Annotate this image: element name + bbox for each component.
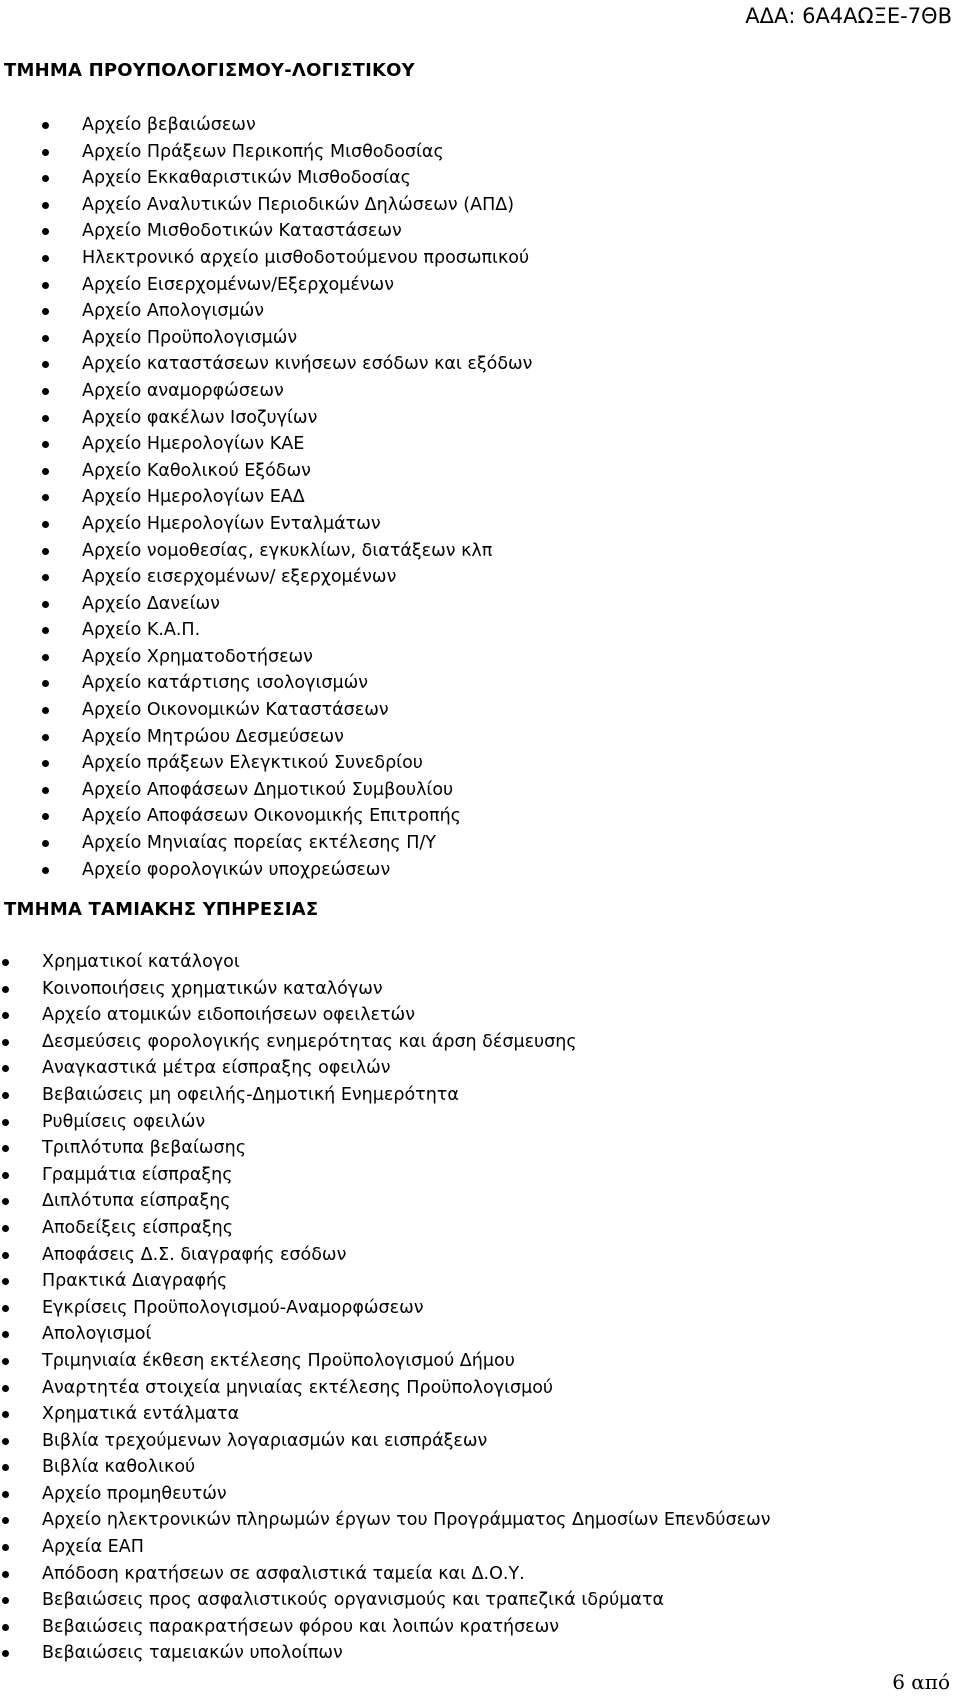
bullet-icon	[2, 1385, 9, 1392]
list-item-label: Αρχείο φορολογικών υποχρεώσεων	[82, 859, 391, 880]
list-item	[0, 1295, 771, 1322]
budget-accounting-list	[0, 112, 532, 883]
bullet-icon	[2, 1411, 9, 1418]
list-item	[0, 538, 532, 565]
bullet-icon	[2, 1225, 9, 1232]
bullet-icon	[42, 282, 49, 289]
list-item-label: Αρχείο Μητρώου Δεσμεύσεων	[82, 726, 344, 747]
list-item-label: Αναγκαστικά μέτρα είσπραξης οφειλών	[42, 1058, 391, 1079]
list-item	[0, 484, 532, 511]
list-item	[0, 1215, 771, 1242]
list-item	[0, 1055, 771, 1082]
bullet-icon	[42, 601, 49, 608]
list-item-label: Βεβαιώσεις προς ασφαλιστικούς οργανισμούς και τραπεζικά ιδρύματα	[42, 1590, 665, 1611]
list-item	[0, 1268, 771, 1295]
list-item-label: Αρχείο Οικονομικών Καταστάσεων	[82, 700, 389, 721]
list-item-label: Διπλότυπα είσπραξης	[42, 1191, 231, 1212]
list-item-label: Βεβαιώσεις ταμειακών υπολοίπων	[42, 1643, 343, 1664]
list-item	[0, 405, 532, 432]
list-item	[0, 724, 532, 751]
list-item	[0, 325, 532, 352]
list-item	[0, 245, 532, 272]
bullet-icon	[42, 149, 49, 156]
bullet-icon	[42, 707, 49, 714]
list-item-label: Αρχείο Μηνιαίας πορείας εκτέλεσης Π/Υ	[82, 833, 436, 854]
list-item-label: Αρχείο Κ.Α.Π.	[82, 620, 201, 641]
list-item	[0, 192, 532, 219]
bullet-icon	[42, 175, 49, 182]
list-item-label: Αρχείο Δανείων	[82, 593, 220, 614]
list-item	[0, 351, 532, 378]
bullet-icon	[2, 1624, 9, 1631]
list-item-label: Αρχείο Αποφάσεων Δημοτικού Συμβουλίου	[82, 779, 454, 800]
treasury-list	[0, 949, 771, 1667]
list-item	[0, 777, 532, 804]
ada-code: ΑΔΑ: 6Α4ΑΩΞΕ-7ΘΒ	[745, 4, 952, 28]
list-item	[0, 1348, 771, 1375]
bullet-icon	[2, 1278, 9, 1285]
list-item	[0, 1162, 771, 1189]
list-item	[0, 1082, 771, 1109]
list-item-label: Βεβαιώσεις μη οφειλής-Δημοτική Ενημερότητα	[42, 1084, 459, 1105]
list-item	[0, 1375, 771, 1402]
bullet-icon	[42, 521, 49, 528]
list-item-label: Ρυθμίσεις οφειλών	[42, 1111, 206, 1132]
list-item-label: Γραμμάτια είσπραξης	[42, 1164, 233, 1185]
list-item-label: Αρχείο Αναλυτικών Περιοδικών Δηλώσεων (ΑΠΔ)	[82, 194, 515, 215]
bullet-icon	[42, 574, 49, 581]
list-item	[0, 830, 532, 857]
list-item-label: Αρχείο ηλεκτρονικών πληρωμών έργων του Προγράμματος Δημοσίων Επενδύσεων	[42, 1510, 771, 1531]
list-item-label: Τριπλότυπα βεβαίωσης	[42, 1138, 246, 1159]
list-item	[0, 218, 532, 245]
bullet-icon	[42, 415, 49, 422]
list-item-label: Αρχείο πράξεων Ελεγκτικού Συνεδρίου	[82, 753, 423, 774]
list-item-label: Αρχείο Εκκαθαριστικών Μισθοδοσίας	[82, 168, 411, 189]
list-item-label: Αρχείο αναμορφώσεων	[82, 380, 284, 401]
list-item-label: Αρχείο Ημερολογίων ΚΑΕ	[82, 434, 305, 455]
bullet-icon	[42, 787, 49, 794]
bullet-icon	[42, 867, 49, 874]
list-item	[0, 1640, 771, 1667]
list-item-label: Αρχείο κατάρτισης ισολογισμών	[82, 673, 369, 694]
bullet-icon	[42, 255, 49, 262]
bullet-icon	[2, 1438, 9, 1445]
list-item-label: Βεβαιώσεις παρακρατήσεων φόρου και λοιπών κρατήσεων	[42, 1616, 560, 1637]
list-item	[0, 165, 532, 192]
list-item-label: Εγκρίσεις Προϋπολογισμού-Αναμορφώσεων	[42, 1297, 424, 1318]
list-item	[0, 857, 532, 884]
list-item-label: Αρχείο Προϋπολογισμών	[82, 327, 298, 348]
list-item-label: Αρχείο καταστάσεων κινήσεων εσόδων και εξόδων	[82, 354, 533, 375]
list-item-label: Αρχείο Μισθοδοτικών Καταστάσεων	[82, 221, 402, 242]
bullet-icon	[42, 441, 49, 448]
list-item-label: Απόδοση κρατήσεων σε ασφαλιστικά ταμεία και Δ.Ο.Υ.	[42, 1563, 525, 1584]
list-item-label: Αρχείο Απολογισμών	[82, 301, 265, 322]
list-item	[0, 750, 532, 777]
bullet-icon	[42, 734, 49, 741]
bullet-icon	[42, 680, 49, 687]
list-item-label: Αρχείο φακέλων Ισοζυγίων	[82, 407, 318, 428]
list-item	[0, 697, 532, 724]
list-item	[0, 378, 532, 405]
bullet-icon	[2, 1092, 9, 1099]
bullet-icon	[42, 654, 49, 661]
bullet-icon	[42, 122, 49, 129]
bullet-icon	[2, 1464, 9, 1471]
list-item-label: Αρχείο εισερχομένων/ εξερχομένων	[82, 567, 397, 588]
list-item	[0, 617, 532, 644]
list-item-label: Βιβλία τρεχούμενων λογαριασμών και εισπράξεων	[42, 1430, 488, 1451]
list-item-label: Αρχείο Καθολικού Εξόδων	[82, 460, 311, 481]
list-item-label: Αρχείο νομοθεσίας, εγκυκλίων, διατάξεων κλπ	[82, 540, 493, 561]
section-title-treasury: ΤΜΗΜΑ ΤΑΜΙΑΚΗΣ ΥΠΗΡΕΣΙΑΣ	[4, 899, 319, 920]
list-item-label: Τριμηνιαία έκθεση εκτέλεσης Προϋπολογισμού Δήμου	[42, 1350, 515, 1371]
list-item-label: Βιβλία καθολικού	[42, 1457, 196, 1478]
bullet-icon	[2, 959, 9, 966]
list-item	[0, 564, 532, 591]
list-item	[0, 1242, 771, 1269]
list-item	[0, 1321, 771, 1348]
list-item	[0, 458, 532, 485]
bullet-icon	[2, 1358, 9, 1365]
section-title-budget-accounting: ΤΜΗΜΑ ΠΡΟΥΠΟΛΟΓΙΣΜΟΥ-ΛΟΓΙΣΤΙΚΟΥ	[4, 60, 415, 81]
bullet-icon	[2, 1252, 9, 1259]
list-item-label: Αρχείο Πράξεων Περικοπής Μισθοδοσίας	[82, 141, 444, 162]
list-item	[0, 976, 771, 1003]
list-item-label: Αποδείξεις είσπραξης	[42, 1217, 234, 1238]
bullet-icon	[2, 1544, 9, 1551]
list-item	[0, 1587, 771, 1614]
bullet-icon	[2, 1517, 9, 1524]
bullet-icon	[42, 548, 49, 555]
list-item-label: Αρχείο Αποφάσεων Οικονομικής Επιτροπής	[82, 806, 461, 827]
list-item	[0, 139, 532, 166]
bullet-icon	[2, 1571, 9, 1578]
bullet-icon	[2, 1039, 9, 1046]
bullet-icon	[2, 1119, 9, 1126]
bullet-icon	[42, 361, 49, 368]
list-item	[0, 431, 532, 458]
bullet-icon	[42, 202, 49, 209]
list-item	[0, 1188, 771, 1215]
list-item	[0, 1002, 771, 1029]
list-item	[0, 1614, 771, 1641]
bullet-icon	[42, 760, 49, 767]
bullet-icon	[2, 1012, 9, 1019]
list-item-label: Χρηματικά εντάλματα	[42, 1404, 240, 1425]
bullet-icon	[2, 1305, 9, 1312]
bullet-icon	[2, 1065, 9, 1072]
list-item-label: Αρχείο προμηθευτών	[42, 1483, 227, 1504]
list-item	[0, 1561, 771, 1588]
bullet-icon	[42, 813, 49, 820]
list-item	[0, 644, 532, 671]
bullet-icon	[2, 986, 9, 993]
list-item-label: Απολογισμοί	[42, 1324, 152, 1345]
list-item	[0, 1135, 771, 1162]
bullet-icon	[42, 388, 49, 395]
list-item	[0, 1454, 771, 1481]
bullet-icon	[2, 1491, 9, 1498]
list-item	[0, 1507, 771, 1534]
list-item-label: Αρχείο βεβαιώσεων	[82, 115, 256, 135]
bullet-icon	[42, 228, 49, 235]
list-item-label: Κοινοποιήσεις χρηματικών καταλόγων	[42, 978, 383, 999]
list-item-label: Δεσμεύσεις φορολογικής ενημερότητας και άρση δέσμευσης	[42, 1031, 577, 1052]
bullet-icon	[42, 840, 49, 847]
list-item-label: Αρχεία ΕΑΠ	[42, 1537, 144, 1558]
list-item-label: Αποφάσεις Δ.Σ. διαγραφής εσόδων	[42, 1244, 347, 1265]
list-item	[0, 949, 771, 976]
bullet-icon	[2, 1597, 9, 1604]
list-item-label: Αρχείο Ημερολογίων ΕΑΔ	[82, 487, 305, 508]
list-item-label: Αρχείο ατομικών ειδοποιήσεων οφειλετών	[42, 1005, 415, 1026]
list-item-label: Αρχείο Χρηματοδοτήσεων	[82, 646, 313, 667]
bullet-icon	[2, 1650, 9, 1657]
list-item	[0, 803, 532, 830]
list-item-label: Αρχείο Εισερχομένων/Εξερχομένων	[82, 274, 394, 295]
list-item	[0, 1481, 771, 1508]
list-item	[0, 298, 532, 325]
bullet-icon	[42, 627, 49, 634]
bullet-icon	[2, 1145, 9, 1152]
list-item-label: Αρχείο Ημερολογίων Ενταλμάτων	[82, 513, 381, 534]
list-item	[0, 1029, 771, 1056]
bullet-icon	[42, 494, 49, 501]
list-item	[0, 112, 532, 139]
list-item-label: Πρακτικά Διαγραφής	[42, 1271, 228, 1292]
bullet-icon	[42, 308, 49, 315]
list-item	[0, 670, 532, 697]
list-item-label: Χρηματικοί κατάλογοι	[42, 952, 240, 972]
list-item	[0, 511, 532, 538]
bullet-icon	[42, 468, 49, 475]
list-item-label: Ηλεκτρονικό αρχείο μισθοδοτούμενου προσωπικού	[82, 247, 530, 268]
list-item	[0, 591, 532, 618]
list-item	[0, 1109, 771, 1136]
list-item	[0, 1534, 771, 1561]
bullet-icon	[42, 335, 49, 342]
bullet-icon	[2, 1198, 9, 1205]
list-item	[0, 272, 532, 299]
list-item-label: Αναρτητέα στοιχεία μηνιαίας εκτέλεσης Προϋπολογισμού	[42, 1377, 554, 1398]
page-number: 6 από	[892, 1670, 950, 1694]
bullet-icon	[2, 1331, 9, 1338]
list-item	[0, 1401, 771, 1428]
list-item	[0, 1428, 771, 1455]
bullet-icon	[2, 1172, 9, 1179]
